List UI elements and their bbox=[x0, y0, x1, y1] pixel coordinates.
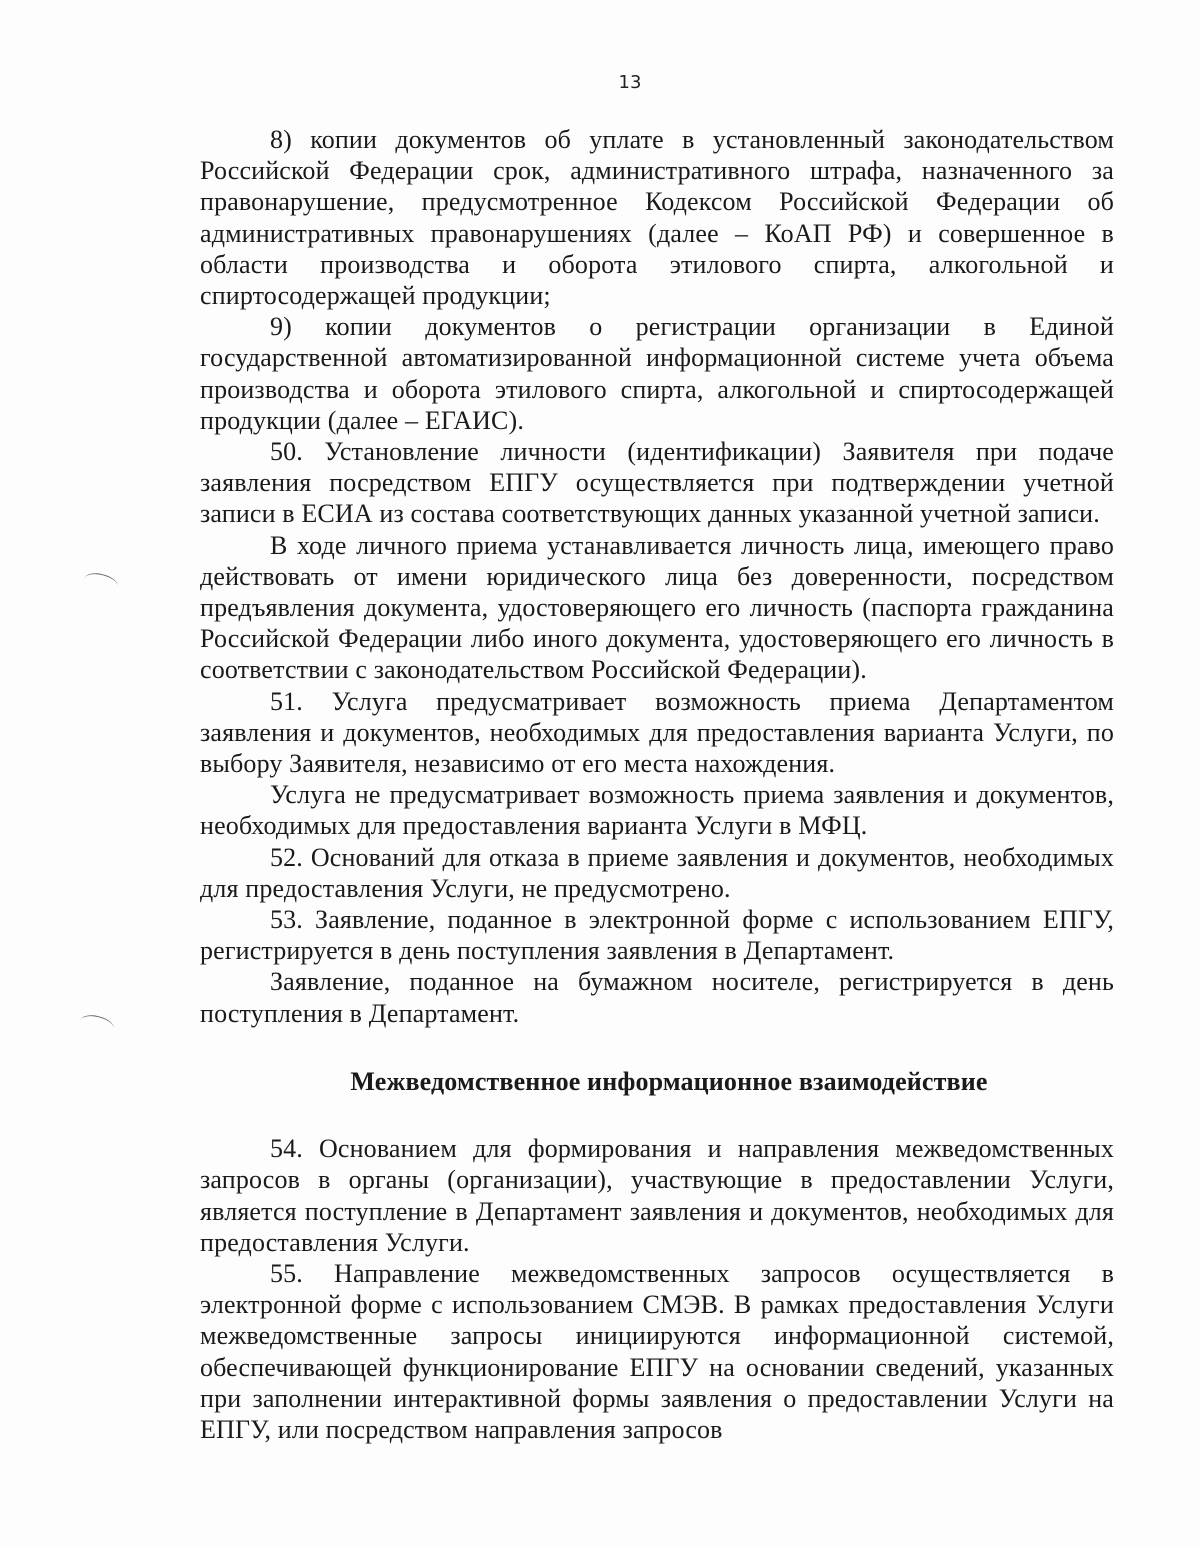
section-heading: Межведомственное информационное взаимодействие bbox=[350, 1066, 988, 1096]
paragraph-54: 54. Основанием для формирования и направления межведомственных запросов в органы (организации), участвующие в предоставлении Услуги, является поступление в Департамент заявления и документов, необходимых для предоставления Услуги. bbox=[200, 1134, 1114, 1257]
paragraph-51: 51. Услуга предусматривает возможность приема Департаментом заявления и документов, необходимых для предоставления варианта Услуги, по выбору Заявителя, независимо от его места нахождения. bbox=[200, 686, 1114, 779]
paragraph-53: 53. Заявление, поданное в электронной форме с использованием ЕПГУ, регистрируется в день поступления заявления в Департамент. bbox=[200, 905, 1114, 966]
paragraph-52: 52. Оснований для отказа в приеме заявления и документов, необходимых для предоставления Услуги, не предусмотрено. bbox=[200, 842, 1114, 903]
paragraph-50-personal-reception: В ходе личного приема устанавливается личность лица, имеющего право действовать от имени юридического лица без доверенности, посредством предъявления документа, удостоверяющего его личность (паспорта гражданина Российской Федерации либо иного документа, удостоверяющего его личность в соответствии с законодательством Российской Федерации). bbox=[200, 530, 1114, 685]
page-number: 13 bbox=[618, 72, 642, 93]
paragraph-50: 50. Установление личности (идентификации) Заявителя при подаче заявления посредством ЕПГУ осуществляется при подтверждении учетной записи в ЕСИА из состава соответствующих данных указанной учетной записи. bbox=[200, 437, 1114, 529]
binder-hole-mark-top bbox=[82, 570, 119, 595]
paragraph-53-paper: Заявление, поданное на бумажном носителе, регистрируется в день поступления в Департамент. bbox=[200, 967, 1114, 1028]
paragraph-item-9: 9) копии документов о регистрации организации в Единой государственной автоматизированной информационной системе учета объема производства и оборота этилового спирта, алкогольной и спиртосодержащей продукции (далее – ЕГАИС). bbox=[200, 312, 1114, 435]
paragraph-51-mfc: Услуга не предусматривает возможность приема заявления и документов, необходимых для предоставления варианта Услуги в МФЦ. bbox=[200, 780, 1114, 841]
document-body bbox=[200, 124, 1114, 1445]
paragraph-55: 55. Направление межведомственных запросов осуществляется в электронной форме с использованием СМЭВ. В рамках предоставления Услуги межведомственные запросы инициируются информационной системой, обеспечивающей функционирование ЕПГУ на основании сведений, указанных при заполнении интерактивной формы заявления о предоставлении Услуги на ЕПГУ, или посредством направления запросов bbox=[200, 1258, 1114, 1444]
paragraph-item-8: 8) копии документов об уплате в установленный законодательством Российской Федерации срок, административного штрафа, назначенного за правонарушение, предусмотренное Кодексом Российской Федерации об административных правонарушениях (далее – КоАП РФ) и совершенное в области производства и оборота этилового спирта, алкогольной и спиртосодержащей продукции; bbox=[200, 125, 1114, 311]
binder-hole-mark-bottom bbox=[78, 1012, 115, 1037]
